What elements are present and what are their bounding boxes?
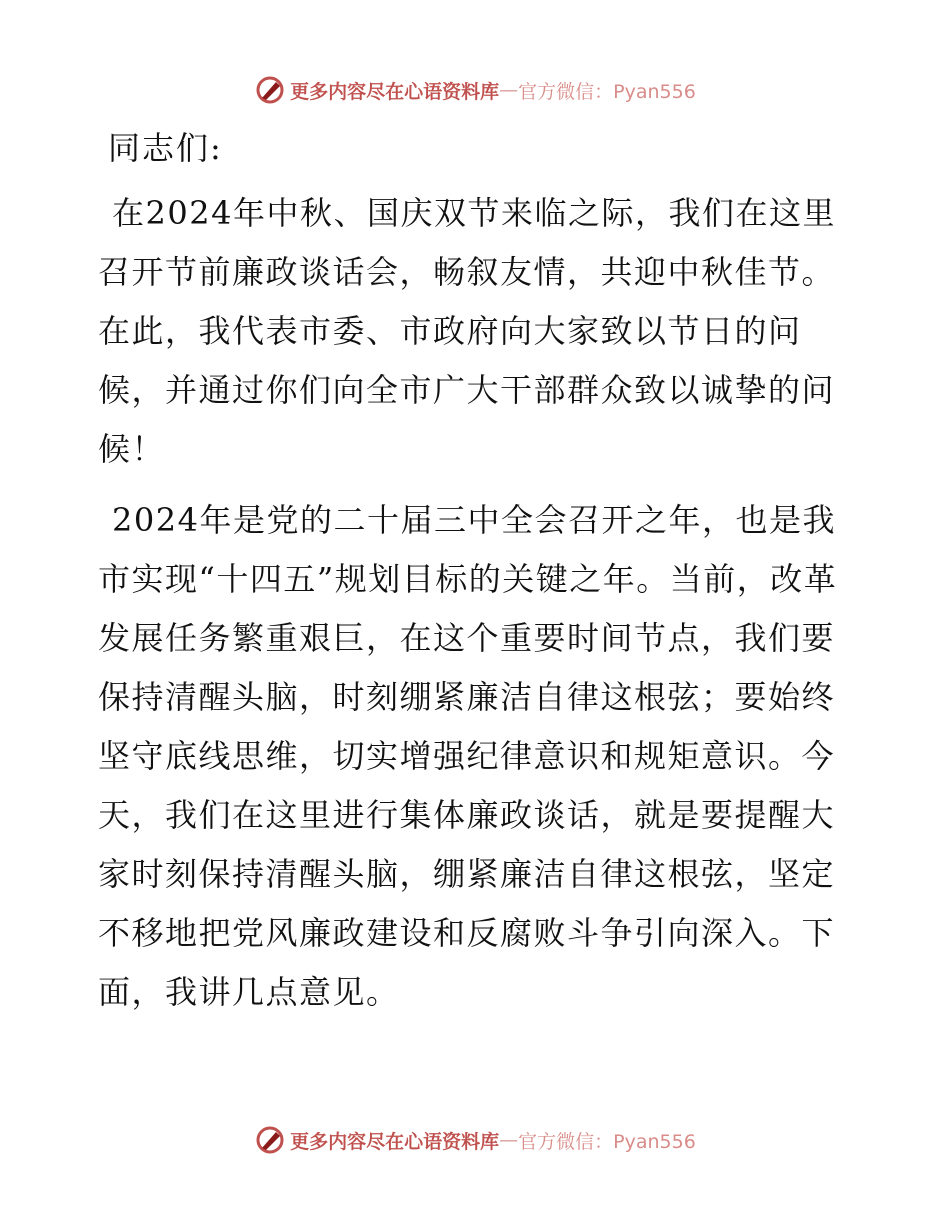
watermark-separator: — [499,79,519,101]
header-watermark [0,70,950,110]
pen-logo-icon [254,1124,286,1156]
pen-logo-icon [254,74,286,106]
salutation: 同志们: [108,129,223,167]
watermark-label: 更多内容尽在心语资料库 [290,1130,500,1153]
paragraph: 在2024年中秋、国庆双节来临之际，我们在这里召开节前廉政谈话会，畅叙友情，共迎中秋佳节。在此，我代表市委、市政府向大家致以节日的问候，并通过你们向全市广大干部群众致以诚挚的问候！ [98,194,836,468]
watermark-wechat: 官方微信：Pyan556 [518,80,696,103]
paragraph: 2024年是党的二十届三中全会召开之年，也是我市实现“十四五”规划目标的关键之年。当前，改革发展任务繁重艰巨，在这个重要时间节点，我们要保持清醒头脑，时刻绷紧廉洁自律这根弦；要始终坚守底线思维，切实增强纪律意识和规矩意识。今天，我们在这里进行集体廉政谈话，就是要提醒大家时刻保持清醒头脑，绷紧廉洁自律这根弦，坚定不移地把党风廉政建设和反腐败斗争引向深入。下面，我讲几点意见。 [98,501,838,1011]
watermark-label: 更多内容尽在心语资料库 [290,80,500,103]
footer-watermark [0,1120,950,1160]
watermark-separator: — [499,1129,519,1151]
watermark-wechat: 官方微信：Pyan556 [518,1130,696,1153]
document-body [98,124,850,1034]
